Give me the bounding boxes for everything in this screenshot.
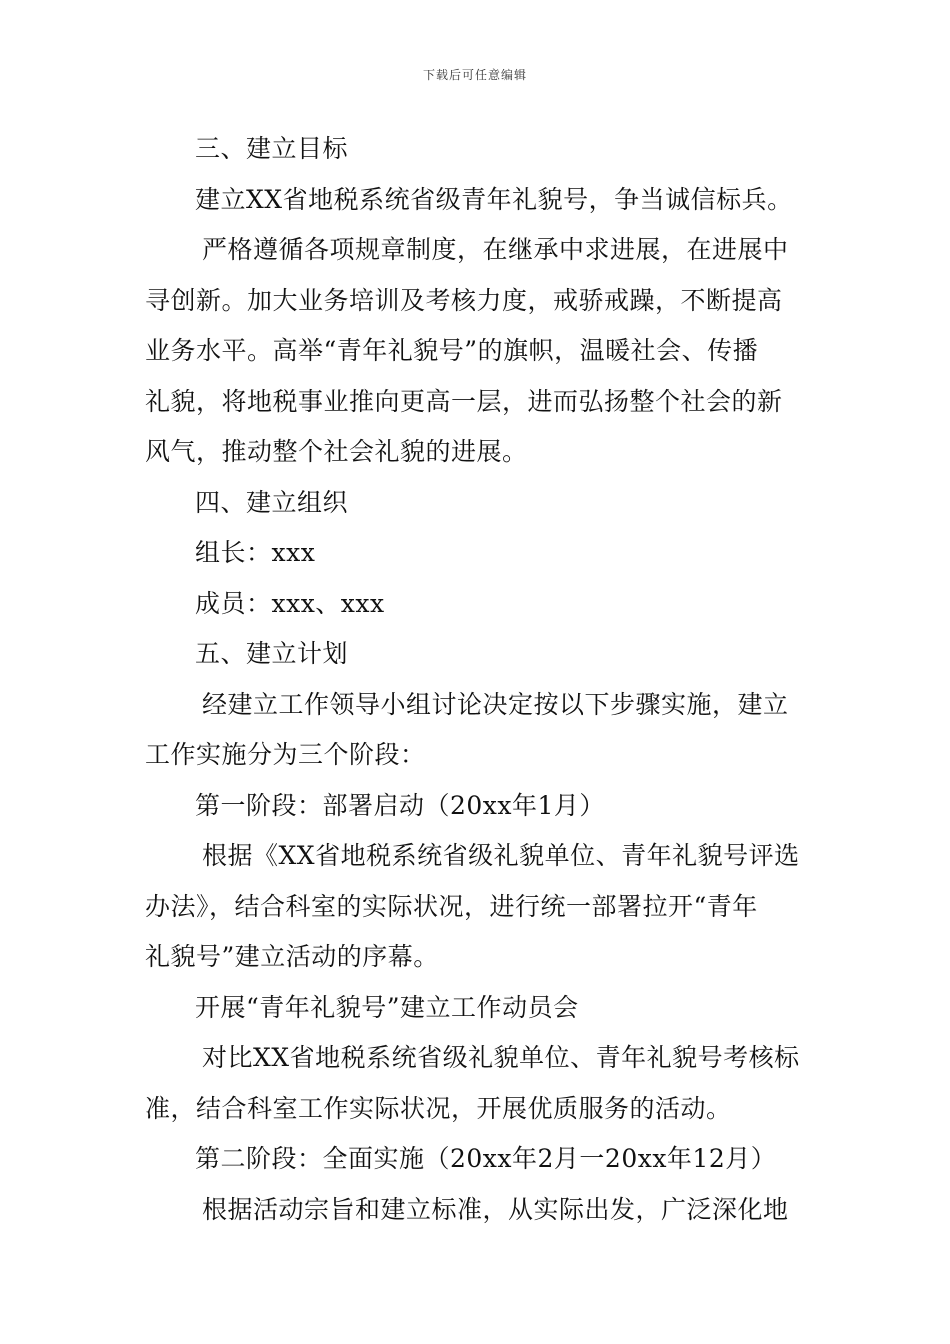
document-line: 礼貌，将地税事业推向更高一层，进而弘扬整个社会的新 (145, 386, 783, 416)
document-line: 办法》，结合科室的实际状况，进行统一部署拉开“青年 (145, 891, 758, 921)
document-line: 四、建立组织 (195, 487, 349, 517)
document-line: 礼貌号”建立活动的序幕。 (145, 942, 439, 971)
document-line: 组长：xxx (195, 538, 316, 567)
document-line: 五、建立计划 (195, 639, 349, 668)
document-line: 工作实施分为三个阶段： (145, 740, 426, 769)
document-line: 准，结合科室工作实际状况，开展优质服务的活动。 (145, 1093, 732, 1123)
document-line: 第二阶段：全面实施（20xx年2月一20xx年12月） (195, 1144, 777, 1173)
page-header-note: 下载后可任意编辑 (422, 68, 527, 82)
document-line: 风气，推动整个社会礼貌的进展。 (145, 437, 528, 466)
document-body (145, 124, 810, 1235)
document-line: 根据活动宗旨和建立标准，从实际出发，广泛深化地 (202, 1194, 789, 1224)
document-line: 开展“青年礼貌号”建立工作动员会 (195, 992, 579, 1022)
document-line: 严格遵循各项规章制度，在继承中求进展，在进展中 (202, 235, 789, 264)
document-line: 建立XX省地税系统省级青年礼貌号，争当诚信标兵。 (195, 184, 793, 214)
document-line: 根据《XX省地税系统省级礼貌单位、青年礼貌号评选 (202, 841, 800, 870)
document-line: 三、建立目标 (195, 134, 349, 163)
document-line: 成员：xxx、xxx (195, 588, 385, 618)
document-line: 经建立工作领导小组讨论决定按以下步骤实施，建立 (202, 689, 789, 719)
document-line: 第一阶段：部署启动（20xx年1月） (195, 790, 605, 820)
document-line: 对比XX省地税系统省级礼貌单位、青年礼貌号考核标 (202, 1043, 800, 1072)
document-line: 业务水平。高举“青年礼貌号”的旗帜，温暖社会、传播 (145, 336, 759, 365)
document-line: 寻创新。加大业务培训及考核力度，戒骄戒躁，不断提高 (145, 285, 783, 315)
